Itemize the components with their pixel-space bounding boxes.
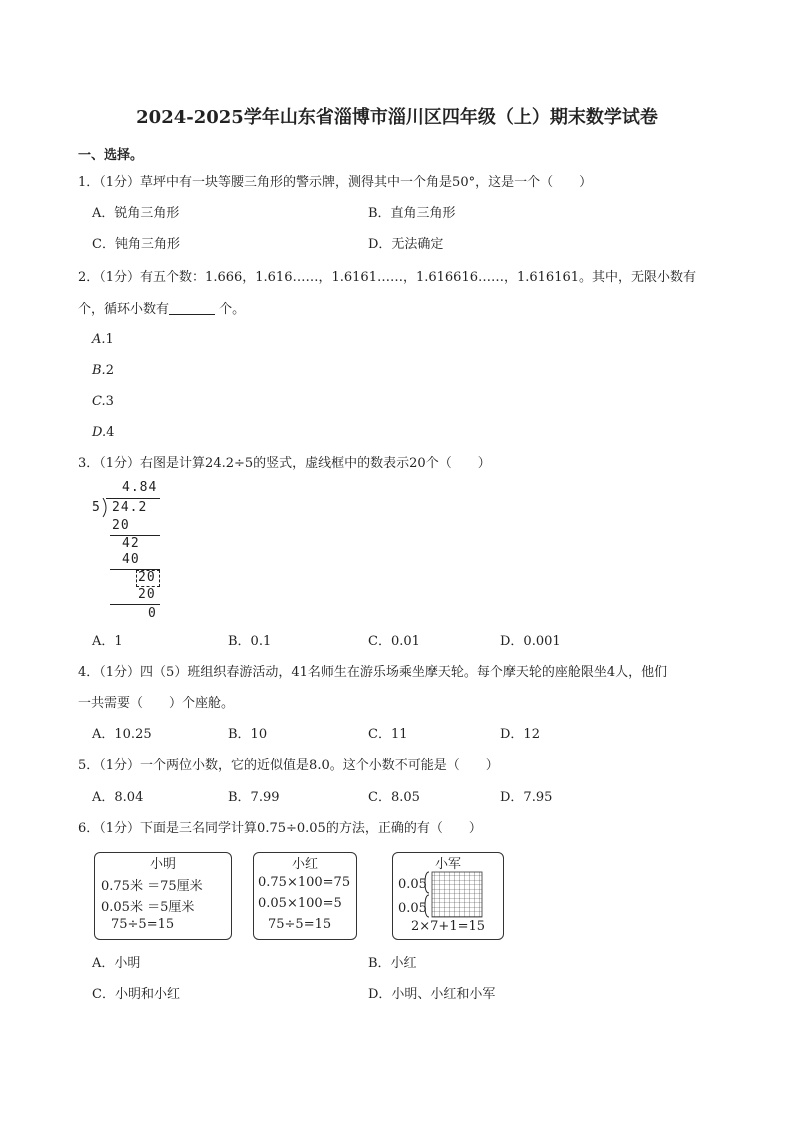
division-line-3 (110, 604, 160, 605)
division-dividend: 24.2 (112, 500, 148, 515)
q3-option-a[interactable]: A．1 (92, 634, 123, 649)
xiaojun-name: 小军 (434, 857, 461, 872)
q6-option-c[interactable]: C．小明和小红 (92, 987, 180, 1002)
xiaoming-line-1: 0.75米 ＝75厘米 (101, 879, 203, 894)
division-step-4: 20 (138, 570, 156, 585)
division-bar (106, 498, 160, 499)
xiaohong-line-1: 0.75×100=75 (258, 875, 351, 890)
q2-option-b-value: 2 (105, 363, 114, 378)
q6-option-b[interactable]: B．小红 (368, 956, 417, 971)
question-2-line-1: 2．（1分）有五个数：1.666，1.616……，1.6161……，1.616616……，1.616161。其中，无限小数有 (78, 270, 697, 285)
q2-option-c-value: 3 (105, 394, 114, 409)
xiaojun-line-2: 0.05 (398, 901, 427, 916)
q4-option-d[interactable]: D．12 (500, 727, 540, 742)
division-remainder: 0 (148, 606, 157, 621)
q4-option-b[interactable]: B．10 (228, 727, 268, 742)
xiaohong-line-2: 0.05×100=5 (258, 896, 342, 911)
division-bracket (102, 498, 110, 518)
q2-option-a[interactable] (92, 331, 114, 349)
q2-option-d-value: 4 (106, 425, 115, 440)
q2-option-b-label: B. (92, 363, 106, 378)
q3-option-b[interactable]: B．0.1 (228, 634, 272, 649)
q1-option-c[interactable]: C．钝角三角形 (92, 237, 180, 252)
question-4-line-2: 一共需要（ ）个座舱。 (78, 696, 235, 711)
q2-option-c-label: C. (92, 394, 106, 409)
xiaoming-line-3: 75÷5=15 (111, 917, 175, 932)
question-3: 3．（1分）右图是计算24.2÷5的竖式，虚线框中的数表示20个（ ） (78, 456, 491, 471)
q3-option-d[interactable]: D．0.001 (500, 634, 561, 649)
section-heading: 一、选择。 (78, 148, 144, 163)
q1-option-d[interactable]: D．无法确定 (368, 237, 444, 252)
division-quotient: 4.84 (122, 480, 158, 495)
q5-option-a[interactable]: A．8.04 (92, 790, 144, 805)
q2-option-a-label: A. (92, 332, 106, 347)
xiaohong-line-3: 75÷5=15 (268, 917, 332, 932)
xiaojun-grid (424, 871, 486, 919)
long-division-figure (92, 480, 172, 625)
q5-option-b[interactable]: B．7.99 (228, 790, 280, 805)
method-box-xiaojun (392, 852, 504, 940)
division-step-2: 42 (122, 536, 140, 551)
xiaohong-name: 小红 (291, 857, 318, 872)
q1-option-a[interactable]: A．锐角三角形 (92, 206, 180, 221)
q6-option-a[interactable]: A．小明 (92, 956, 141, 971)
xiaojun-line-3: 2×7+1=15 (411, 919, 486, 934)
division-step-1: 20 (112, 518, 130, 533)
question-6: 6．（1分）下面是三名同学计算0.75÷0.05的方法，正确的有（ ） (78, 821, 482, 836)
q4-option-c[interactable]: C．11 (368, 727, 408, 742)
q2-option-c[interactable] (92, 393, 114, 411)
q3-option-c[interactable]: C．0.01 (368, 634, 420, 649)
method-box-xiaohong (253, 852, 357, 940)
xiaoming-name: 小明 (149, 857, 176, 872)
question-5: 5．（1分）一个两位小数，它的近似值是8.0。这个小数不可能是（ ） (78, 758, 499, 773)
xiaojun-line-1: 0.05 (398, 877, 427, 892)
q2-text-a: 个，循环小数有 (78, 302, 170, 317)
q2-answer-blank[interactable] (169, 300, 215, 315)
q2-option-d[interactable] (92, 424, 114, 442)
division-step-3: 40 (122, 552, 140, 567)
division-divisor: 5 (92, 500, 101, 515)
q2-option-a-value: 1 (105, 332, 114, 347)
page-title: 2024-2025学年山东省淄博市淄川区四年级（上）期末数学试卷 (136, 107, 658, 128)
xiaoming-line-2: 0.05米 ＝5厘米 (101, 900, 195, 915)
q2-option-b[interactable] (92, 362, 114, 380)
question-2-line-2 (78, 300, 728, 319)
q6-option-d[interactable]: D．小明、小红和小军 (368, 987, 496, 1002)
question-1: 1．（1分）草坪中有一块等腰三角形的警示牌，测得其中一个角是50°，这是一个（ ） (78, 175, 593, 190)
division-step-5: 20 (138, 587, 156, 602)
q2-option-d-label: D. (92, 425, 107, 440)
q1-option-b[interactable]: B．直角三角形 (368, 206, 456, 221)
question-4-line-1: 4．（1分）四（5）班组织春游活动，41名师生在游乐场乘坐摩天轮。每个摩天轮的座舱限坐4人，他们 (78, 665, 668, 680)
q2-text-b: 个。 (219, 302, 246, 317)
q5-option-d[interactable]: D．7.95 (500, 790, 553, 805)
method-box-xiaoming (94, 852, 232, 940)
q5-option-c[interactable]: C．8.05 (368, 790, 420, 805)
q4-option-a[interactable]: A．10.25 (92, 727, 152, 742)
